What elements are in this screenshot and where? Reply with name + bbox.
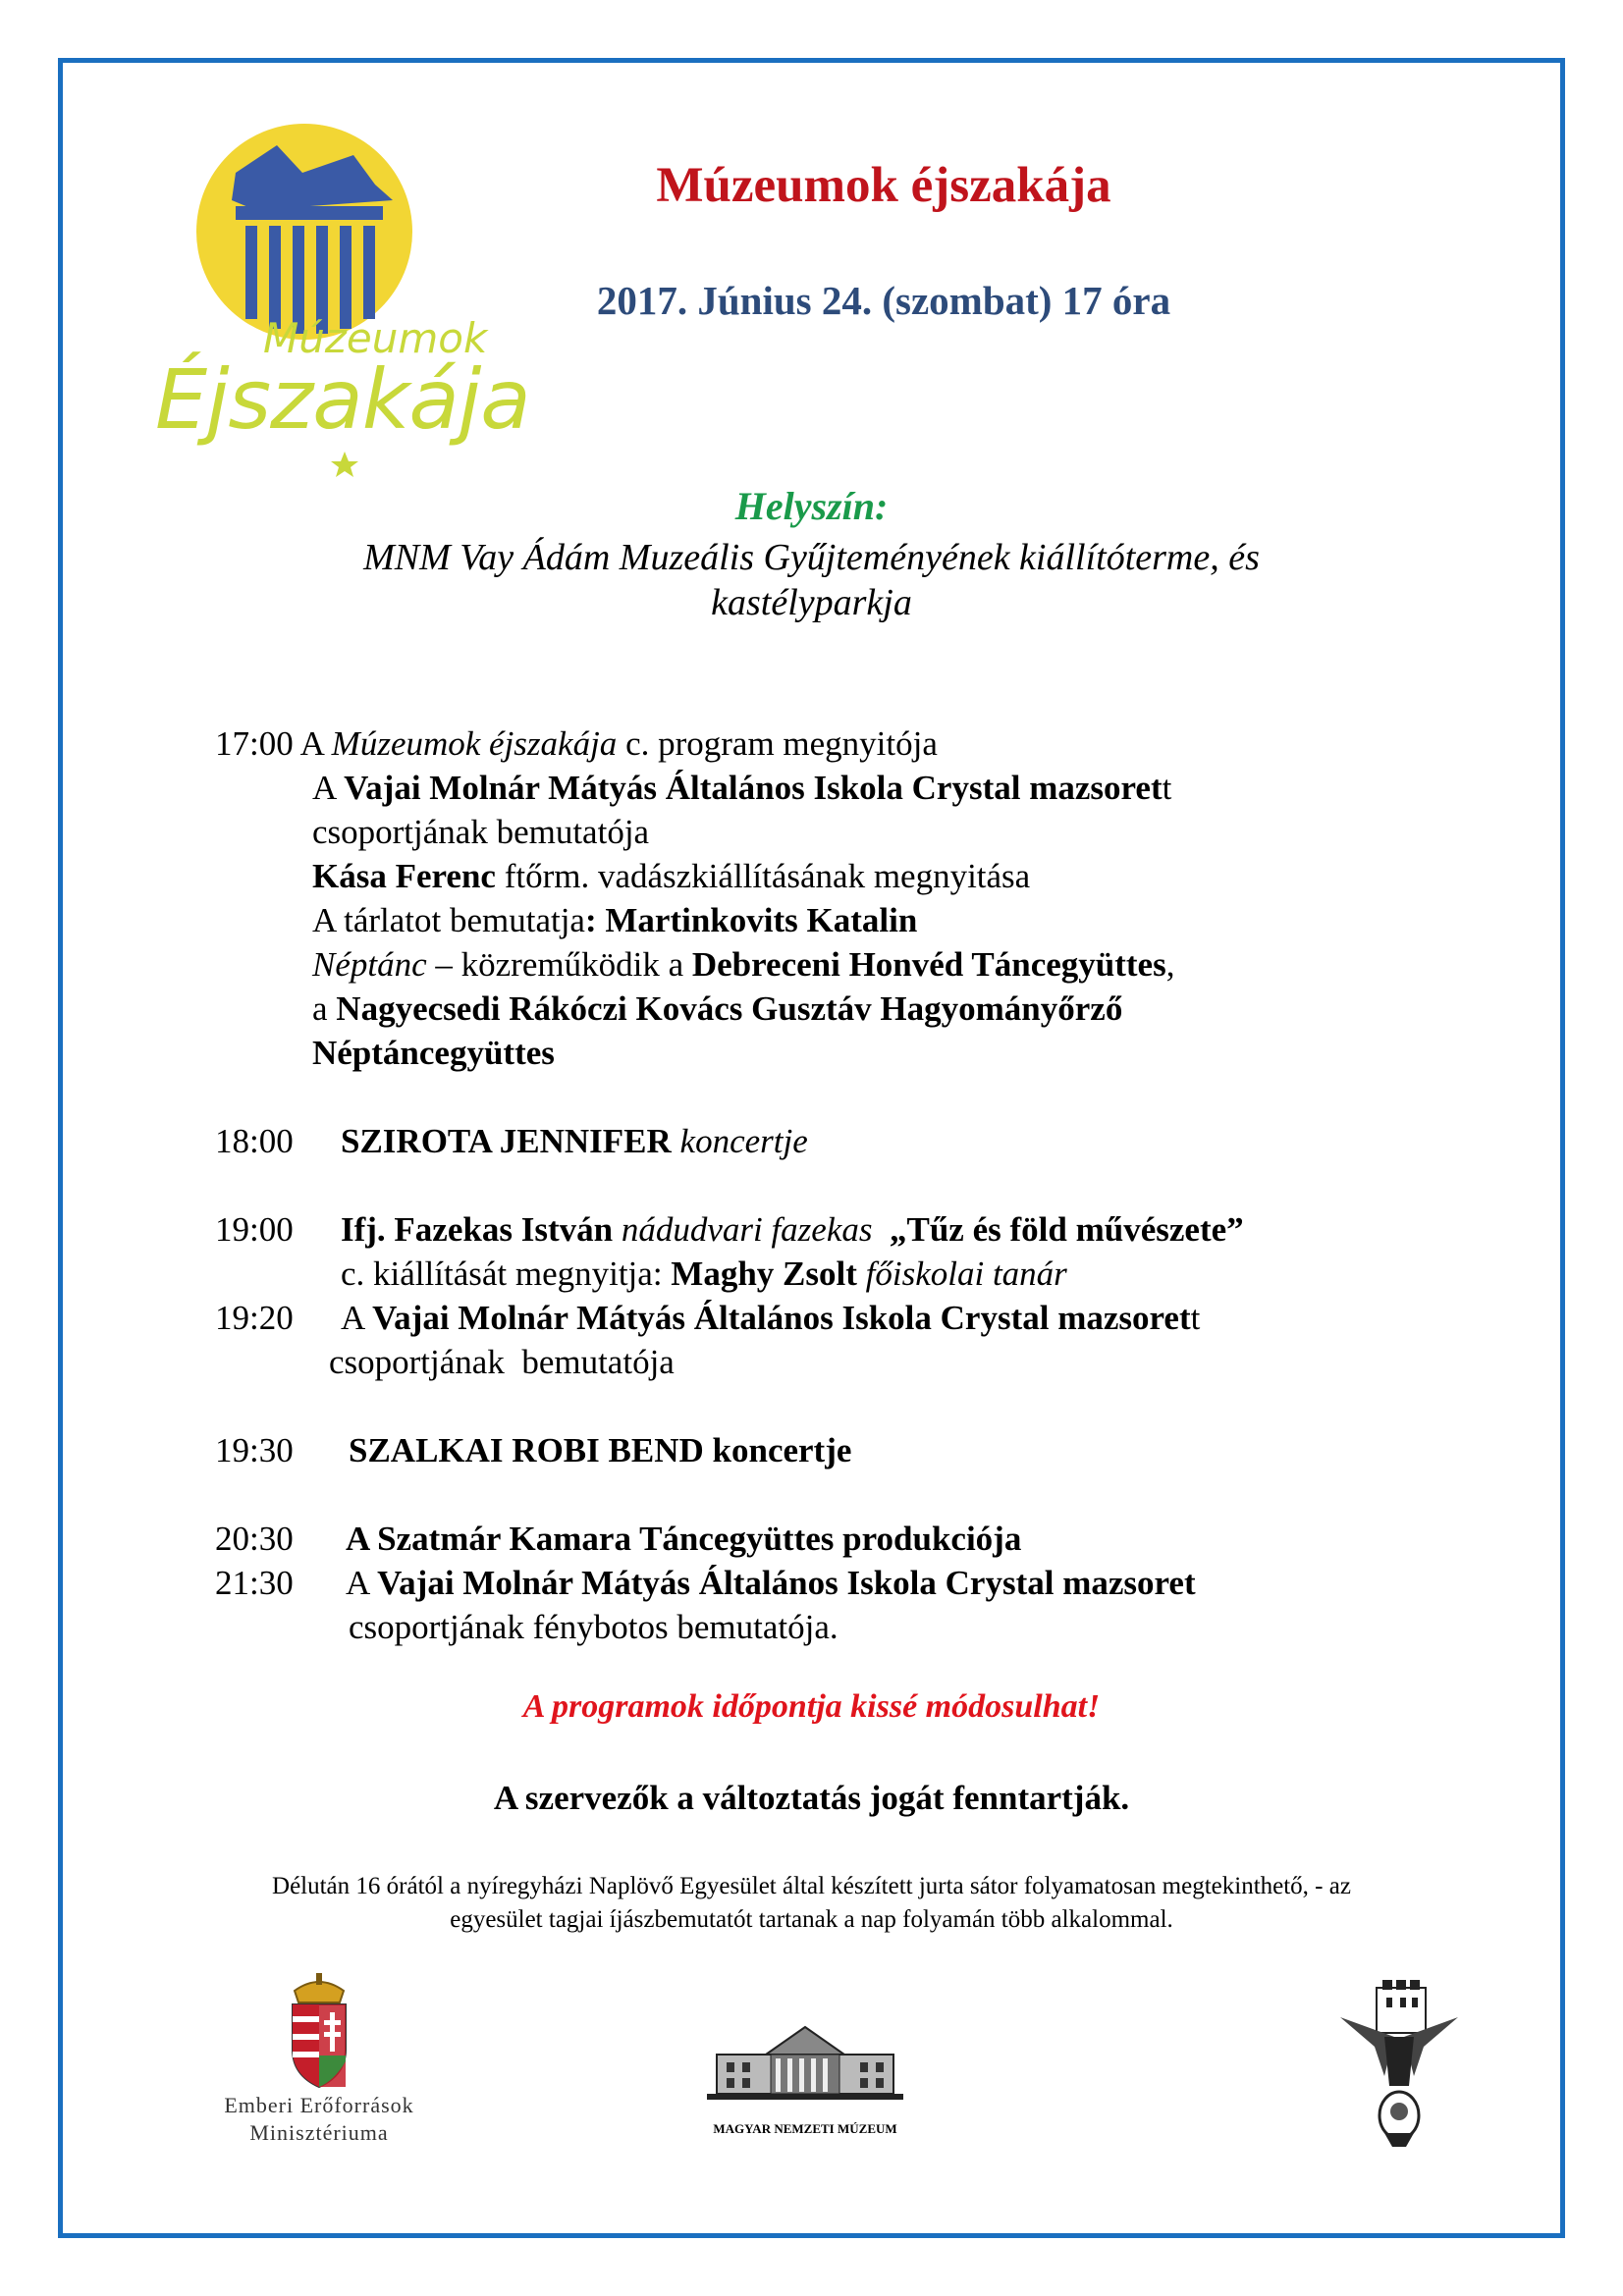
program-time: 18:00 xyxy=(215,1122,294,1160)
program-text: t xyxy=(1190,1299,1201,1337)
program-text-bold: Kása Ferenc xyxy=(312,857,496,895)
program-text: c. kiállítását megnyitja: xyxy=(341,1255,672,1293)
footnote-line-2: egyesület tagjai íjászbemutatót tartanak a nap folyamán több alkalommal. xyxy=(450,1906,1173,1933)
program-line xyxy=(349,1605,839,1649)
mnm-logo xyxy=(687,2007,923,2155)
program-time: 19:20 xyxy=(215,1299,294,1337)
program-text: A tárlatot bemutatja xyxy=(312,901,585,939)
program-time: 19:00 xyxy=(215,1210,294,1249)
emmi-caption-line-1: Emberi Erőforrások xyxy=(224,2093,414,2117)
program-text-italic: Múzeumok éjszakája xyxy=(331,724,618,763)
venue-line-2: kastélyparkja xyxy=(711,582,912,623)
program-text-bold: Vajai Molnár Mátyás Általános Iskola Crystal mazsoret xyxy=(372,1299,1191,1337)
program-line xyxy=(312,942,1174,987)
program-text: csoportjának bemutatója xyxy=(312,813,650,851)
program-line xyxy=(312,898,917,942)
program-text-italic: koncertje xyxy=(671,1122,808,1160)
program-text-bold: Ifj. Fazekas István xyxy=(341,1210,614,1249)
program-text: A xyxy=(346,1564,378,1602)
venue-address xyxy=(255,535,1368,625)
program-line xyxy=(312,810,649,854)
program-line xyxy=(215,721,938,766)
program-line xyxy=(341,1296,1200,1340)
venue-label: Helyszín: xyxy=(734,484,889,528)
emmi-caption-line-2: Minisztériuma xyxy=(249,2120,389,2145)
program-text-bold: Vajai Molnár Mátyás Általános Iskola Crystal mazsoret xyxy=(377,1564,1196,1602)
schedule-change-warning: A programok időpontja kissé módosulhat! xyxy=(522,1688,1101,1725)
venue-line-1: MNM Vay Ádám Muzeális Gyűjteményének kiállítóterme, és xyxy=(363,537,1260,578)
logo-word-bottom: Éjszakája xyxy=(155,351,530,448)
program-line xyxy=(341,1119,808,1163)
program-text-bold: SZALKAI ROBI BEND koncertje xyxy=(349,1431,852,1469)
program-time: 19:30 xyxy=(215,1431,294,1469)
program-text-bold: Maghy Zsolt xyxy=(671,1255,857,1293)
program-text-bold: SZIROTA JENNIFER xyxy=(341,1122,672,1160)
program-text: c. program megnyitója xyxy=(617,724,938,763)
program-line xyxy=(341,1207,1244,1252)
footnote xyxy=(196,1870,1427,1937)
vay-emblem-logo xyxy=(1335,1978,1463,2155)
program-line xyxy=(346,1561,1196,1605)
program-text-bold: Debreceni Honvéd Táncegyüttes xyxy=(691,945,1166,984)
page-title: Múzeumok éjszakája xyxy=(656,158,1111,213)
mnm-caption: MAGYAR NEMZETI MÚZEUM xyxy=(713,2121,897,2136)
program-line xyxy=(349,1428,851,1472)
program-text-bold: Vajai Molnár Mátyás Általános Iskola Crystal mazsoret xyxy=(344,769,1163,807)
program-line xyxy=(341,1252,1067,1296)
program-line xyxy=(329,1340,675,1384)
program-text-italic: főiskolai tanár xyxy=(856,1255,1067,1293)
program-text: t xyxy=(1162,769,1172,807)
event-date: 2017. Június 24. (szombat) 17 óra xyxy=(596,278,1171,323)
hungarian-coat-of-arms-icon xyxy=(275,1973,363,2091)
program-text: – közreműködik a xyxy=(426,945,692,984)
program-text-bold: Nagyecsedi Rákóczi Kovács Gusztáv Hagyományőrző xyxy=(336,989,1123,1028)
program-text: csoportjának bemutatója xyxy=(329,1343,675,1381)
logo-word-top: Múzeumok xyxy=(263,314,488,362)
program-line xyxy=(346,1517,1021,1561)
emmi-logo xyxy=(187,1973,452,2150)
museum-building-icon xyxy=(697,2007,913,2106)
program-time: 20:30 xyxy=(215,1520,294,1558)
footnote-line-1: Délután 16 órától a nyíregyházi Naplövő Egyesület által készített jurta sátor folyamatosan megtekinthető, - az xyxy=(272,1873,1351,1899)
program-text: A xyxy=(341,1299,373,1337)
program-text: ftőrm. vadászkiállításának megnyitása xyxy=(495,857,1031,895)
program-text-bold: „Tűz és föld művészete” xyxy=(872,1210,1244,1249)
program-time: 17:00 xyxy=(215,724,294,763)
program-text: A xyxy=(299,724,332,763)
program-text: a xyxy=(312,989,337,1028)
program-text: A xyxy=(312,769,345,807)
program-text-bold: Néptáncegyüttes xyxy=(312,1034,555,1072)
program-text-italic: nádudvari fazekas xyxy=(613,1210,873,1249)
program-text: , xyxy=(1165,945,1175,984)
program-line xyxy=(312,766,1171,810)
program-text-bold: : Martinkovits Katalin xyxy=(584,901,918,939)
eagle-castle-emblem-icon xyxy=(1335,1978,1463,2155)
program-line xyxy=(312,987,1122,1031)
program-line xyxy=(312,1031,555,1075)
program-text-bold: A Szatmár Kamara Táncegyüttes produkciója xyxy=(346,1520,1022,1558)
program-text: csoportjának fénybotos bemutatója. xyxy=(349,1608,839,1646)
program-time: 21:30 xyxy=(215,1564,294,1602)
program-text-italic: Néptánc xyxy=(312,945,427,984)
program-line xyxy=(312,854,1030,898)
rights-notice: A szervezők a változtatás jogát fenntartják. xyxy=(493,1779,1130,1817)
